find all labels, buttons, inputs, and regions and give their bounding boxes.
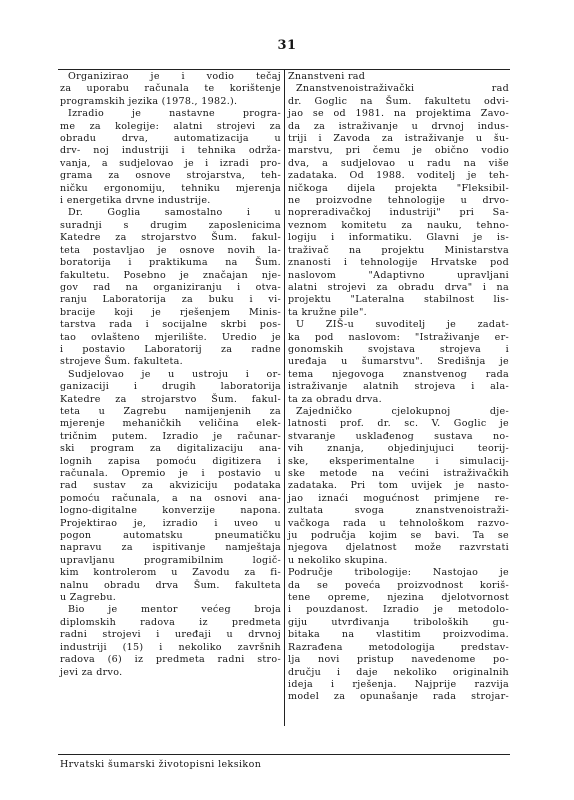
left-column-line: za uporabu računala te korištenje: [60, 83, 281, 95]
left-column-line: lognih zapisa pomoću digitizera i: [60, 455, 281, 467]
left-column-line: Dr. Goglia samostalno i u: [68, 207, 281, 219]
column-divider: [284, 69, 285, 726]
right-column-line: jao se od 1981. na projektima Zavo-: [288, 108, 509, 120]
right-column-line: alatni strojevi za obradu drva" i na: [288, 281, 509, 293]
right-column-line: uređaja u šumarstvu". Središnja je: [288, 356, 509, 368]
left-column-line: tričnim putem. Izradio je računar-: [60, 430, 281, 442]
left-column-line: me za kolegije: alatni strojevi za: [60, 120, 281, 132]
left-column-line: upravljanu programibilnim logič-: [60, 554, 281, 566]
right-column-line: ne proizvodne tehnologije u drvo-: [288, 195, 509, 207]
left-column-line: radni strojevi i uređaji u drvnoj: [60, 629, 281, 641]
left-column-line: ganizaciji i drugih laboratorija: [60, 381, 281, 393]
left-column-line: napravu za ispitivanje namještaja: [60, 542, 281, 554]
left-column-line: drv- noj industriji i tehnika održa-: [60, 145, 281, 157]
right-column-line: marstvu, pri čemu je obično vodio: [288, 145, 509, 157]
left-column-line: Izradio je nastavne progra-: [68, 108, 281, 120]
right-column-line: zadataka. Pri tom uvijek je nasto-: [288, 480, 509, 492]
right-column-line: istraživanje alatnih strojeva i ala-: [288, 381, 509, 393]
right-column-line: nopreradivačkoj industriji" pri Sa-: [288, 207, 509, 219]
left-column-line: ranju Laboratorija za buku i vi-: [60, 294, 281, 306]
left-column-line: Katedre za strojarstvo Šum. fakul-: [60, 232, 281, 244]
left-column-line: fakultetu. Posebno je značajan nje-: [60, 269, 281, 281]
right-column-line: zultata svoga znanstvenoistraži-: [288, 505, 509, 517]
left-column-line: ski program za digitalizaciju ana-: [60, 443, 281, 455]
right-column-line: Zajedničko cjelokupnoj dje-: [296, 405, 509, 417]
right-column-line: ske metode na većini istraživačkih: [288, 468, 509, 479]
footer-text: Hrvatski šumarski životopisni leksikon: [60, 759, 262, 770]
right-column-line: tema njegovoga znanstvenog rada: [288, 368, 509, 380]
left-column-line: Projektirao je, izradio i uveo u: [60, 517, 281, 529]
right-column-line: model za opunašanje rada strojar-: [288, 691, 509, 703]
right-column-line: dručju i daje nekoliko originalnih: [288, 666, 509, 678]
left-column-line: u Zagrebu.: [60, 592, 117, 604]
left-column-line: vanja, a sudjelovao je i izradi pro-: [60, 157, 281, 169]
right-column-line: traživač na projektu Ministarstva: [288, 244, 509, 256]
right-column-line: naslovom "Adaptivno upravljani: [288, 269, 509, 281]
left-column-line: i energetika drvne industrije.: [60, 195, 211, 207]
left-column-line: teta u Zagrebu namijenjenih za: [60, 405, 281, 417]
left-column-line: programskih jezika (1978., 1982.).: [60, 95, 238, 107]
right-column-line: latnosti prof. dr. sc. V. Goglic je: [288, 418, 509, 430]
left-column-line: rad sustav za akviziciju podataka: [60, 480, 281, 492]
left-column-line: industriji (15) i nekoliko završnih: [60, 641, 281, 653]
left-column-line: bracije koji je rješenjem Minis-: [60, 306, 281, 318]
right-column-line: da za istraživanje u drvnoj indus-: [288, 120, 509, 132]
left-column-line: obradu drva, automatizacija u: [60, 133, 281, 145]
right-column-line: Znanstveni rad: [288, 71, 366, 82]
right-column-line: vih znanja, objedinjujuci teorij-: [288, 443, 509, 455]
right-column-line: njegova djelatnost može razvrstati: [288, 542, 509, 554]
left-column-line: boratorija i praktikuma na Šum.: [60, 257, 281, 269]
right-column-line: U ZIŠ-u suvoditelj je zadat-: [296, 319, 509, 331]
left-column-line: logno-digitalne konverzije napona.: [60, 505, 281, 517]
right-column-line: znanosti i tehnologije Hrvatske pod: [288, 257, 509, 269]
left-column-line: i postavio Laboratorij za radne: [60, 343, 281, 355]
footer-rule: [58, 754, 510, 755]
left-column-line: grama za osnove strojarstva, teh-: [60, 170, 281, 182]
left-column-line: strojeve Šum. fakulteta.: [60, 356, 184, 368]
right-column-line: ničkoga dijela projekta "Fleksibil-: [288, 182, 509, 194]
page-number: 31: [277, 38, 297, 53]
left-column-line: radova (6) iz predmeta radni stro-: [60, 654, 281, 666]
right-column-line: Razrađena metodologija predstav-: [288, 641, 509, 653]
left-column-line: Bio je mentor većeg broja: [68, 604, 281, 616]
left-column-line: jevi za drvo.: [60, 666, 123, 678]
left-column-line: teta postavljao je osnove novih la-: [60, 244, 281, 256]
left-column-line: tao ovlašteno mjerilište. Uredio je: [60, 331, 281, 343]
right-column: [288, 71, 509, 704]
right-column-line: projektu "Lateralna stabilnost lis-: [288, 294, 509, 306]
right-column-line: zadataka. Od 1988. voditelj je teh-: [288, 170, 509, 182]
right-column-line: stvaranje usklađenog sustava no-: [288, 430, 509, 442]
left-column-line: pogon automatsku pneumatičku: [60, 530, 281, 542]
right-column-line: bitaka na vlastitim proizvodima.: [288, 629, 509, 641]
left-column-line: diplomskih radova iz predmeta: [60, 616, 281, 628]
left-column-line: tarstva rada i socijalne skrbi pos-: [60, 319, 281, 331]
right-column-line: tene opreme, njezina djelotvornost: [288, 592, 509, 604]
left-column: [60, 71, 281, 679]
right-column-line: logiju i informatiku. Glavni je is-: [288, 232, 509, 244]
left-column-line: Organizirao je i vodio tečaj: [68, 71, 281, 82]
right-column-line: veznom komitetu za nauku, tehno-: [288, 219, 509, 231]
left-column-line: mjerenje mehaničkih veličina elek-: [60, 418, 281, 430]
left-column-line: ničku ergonomiju, tehniku mjerenja: [60, 182, 281, 194]
left-column-line: nalnu obradu drva Šum. fakulteta: [60, 579, 281, 591]
right-column-line: u nekoliko skupina.: [288, 554, 388, 566]
right-column-line: lja novi pristup navedenome po-: [288, 654, 509, 666]
left-column-line: Sudjelovao je u ustroju i or-: [68, 368, 281, 380]
left-column-line: računala. Opremio je i postavio u: [60, 468, 281, 479]
right-column-line: ske, eksperimentalne i simulacij-: [288, 455, 509, 467]
right-column-line: triji i Zavoda za istraživanje u šu-: [288, 133, 509, 145]
right-column-line: dr. Goglic na Šum. fakultetu odvi-: [288, 95, 509, 107]
right-column-line: dva, a sudjelovao u radu na više: [288, 157, 509, 169]
left-column-line: suradnji s drugim zaposlenicima: [60, 219, 281, 231]
right-column-line: gonomskih svojstava strojeva i: [288, 343, 509, 355]
left-column-line: kim kontrolerom u Zavodu za fi-: [60, 567, 281, 579]
right-column-line: ka pod naslovom: "Istraživanje er-: [288, 331, 509, 343]
right-column-line: ta kružne pile".: [288, 306, 368, 318]
right-column-line: ta za obradu drva.: [288, 393, 382, 405]
left-column-line: Katedre za strojarstvo Šum. fakul-: [60, 393, 281, 405]
right-column-line: da se poveća proizvodnost koriš-: [288, 579, 509, 591]
right-column-line: ju područja kojim se bavi. Ta se: [288, 530, 509, 542]
right-column-line: giju utvrđivanja triboloških gu-: [288, 616, 509, 628]
right-column-line: i pouzdanost. Izradio je metodolo-: [288, 604, 509, 616]
right-column-line: Znanstvenoistraživački rad: [296, 83, 509, 95]
right-column-line: vačkoga rada u tehnološkom razvo-: [288, 517, 509, 529]
right-column-line: Područje tribologije: Nastojao je: [288, 567, 509, 579]
left-column-line: gov rad na organiziranju i otva-: [60, 281, 281, 293]
left-column-line: pomoću računala, a na osnovi ana-: [60, 492, 281, 504]
right-column-line: jao iznaći mogućnost primjene re-: [288, 492, 509, 504]
right-column-line: ideja i rješenja. Najprije razvija: [288, 678, 509, 690]
